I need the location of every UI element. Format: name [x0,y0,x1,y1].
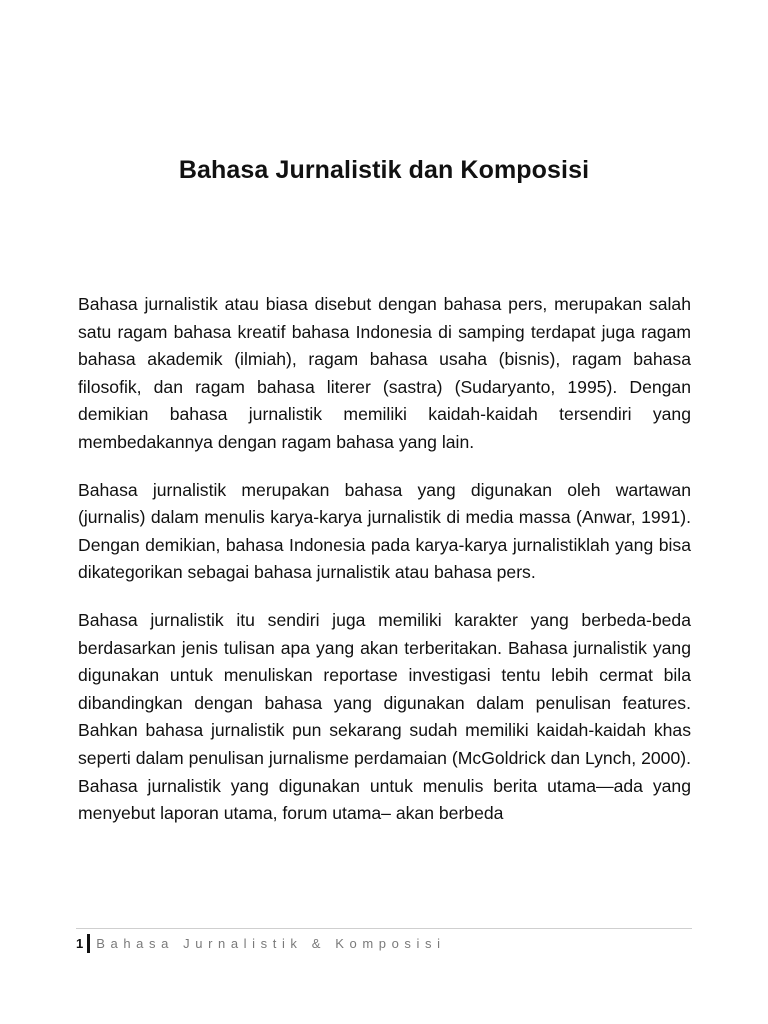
footer-divider [76,928,692,929]
running-head: Bahasa Jurnalistik & Komposisi [96,935,446,951]
footer-separator-bar [87,934,90,953]
paragraph-2: Bahasa jurnalistik merupakan bahasa yang digunakan oleh wartawan (jurnalis) dalam menulis karya-karya jurnalistik di media massa (Anwar, 1991). Dengan demikian, bahasa Indonesia pada karya-karya jurnalistiklah yang bisa dikategorikan sebagai bahasa jurnalistik atau bahasa pers. [78,479,691,583]
paragraph-1: Bahasa jurnalistik atau biasa disebut dengan bahasa pers, merupakan salah satu ragam bahasa kreatif bahasa Indonesia di samping terdapat juga ragam bahasa akademik (ilmiah), ragam bahasa usaha (bisnis), ragam bahasa filosofik, dan ragam bahasa literer (sastra) (Sudaryanto, 1995). Dengan demikian bahasa jurnalistik memiliki kaidah-kaidah tersendiri yang membedakannya dengan ragam bahasa yang lain. [78,294,691,452]
paragraph-3: Bahasa jurnalistik itu sendiri juga memiliki karakter yang berbeda-beda berdasarkan jenis tulisan apa yang akan terberitakan. Bahasa jurnalistik yang digunakan untuk menuliskan reportase investigasi tentu lebih cermat bila dibandingkan dengan bahasa yang digunakan dalam penulisan features. Bahkan bahasa jurnalistik pun sekarang sudah memiliki kaidah-kaidah khas seperti dalam penulisan jurnalisme perdamaian (McGoldrick dan Lynch, 2000). Bahasa jurnalistik yang digunakan untuk menulis berita utama—ada yang menyebut laporan utama, forum utama– akan berbeda [78,609,691,824]
document-title: Bahasa Jurnalistik dan Komposisi [178,156,590,184]
document-body [78,291,691,848]
page-number: 1 [76,935,84,951]
page-footer [76,933,446,953]
